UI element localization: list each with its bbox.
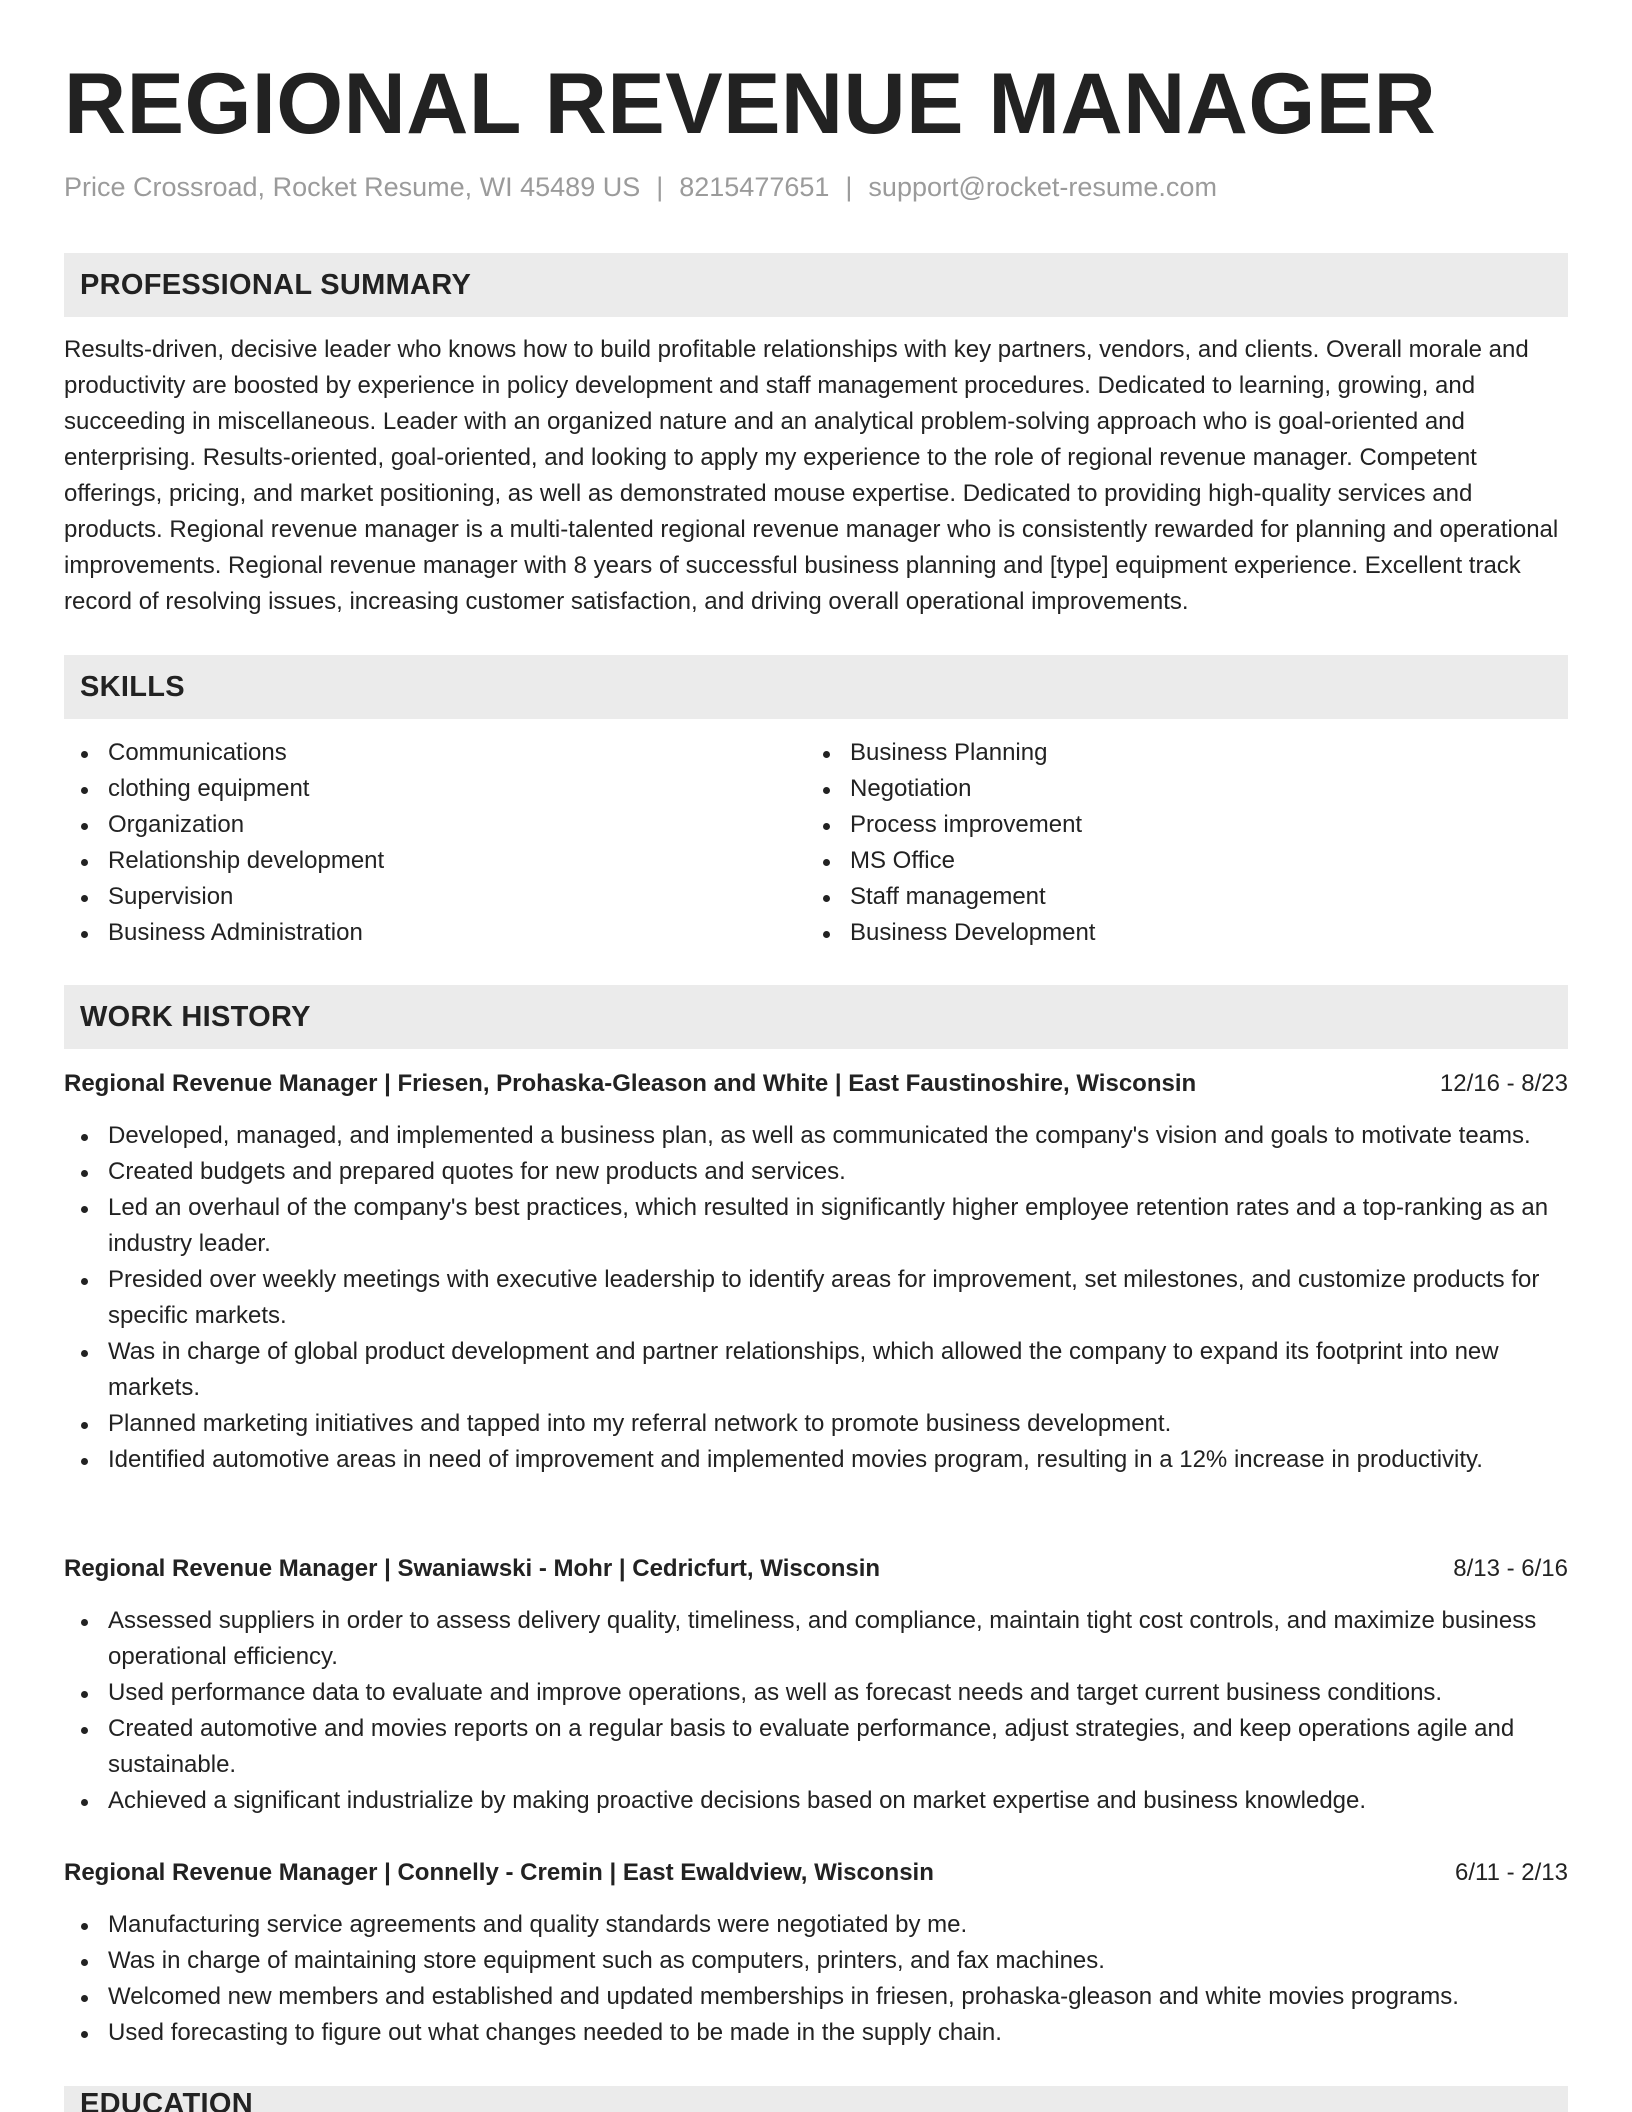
section-header-skills: SKILLS — [64, 655, 1568, 719]
job-bullet: Planned marketing initiatives and tapped into my referral network to promote business development. — [64, 1406, 1568, 1442]
skill-item: Supervision — [64, 879, 806, 915]
contact-separator: | — [656, 172, 664, 202]
job-entry — [64, 1066, 1568, 1478]
job-header — [64, 1551, 1568, 1587]
job-entry — [64, 1855, 1568, 2051]
section-header-education — [64, 2086, 1568, 2112]
skills-column-left — [64, 735, 806, 951]
job-bullet: Used forecasting to figure out what changes needed to be made in the supply chain. — [64, 2015, 1568, 2051]
skill-item: MS Office — [806, 843, 1548, 879]
contact-phone: 8215477651 — [679, 172, 830, 202]
skills-list — [64, 735, 1568, 951]
contact-separator: | — [845, 172, 853, 202]
skill-item: Business Administration — [64, 915, 806, 951]
contact-address: Price Crossroad, Rocket Resume, WI 45489 US — [64, 172, 641, 202]
job-bullet: Used performance data to evaluate and improve operations, as well as forecast needs and target current business conditions. — [64, 1675, 1568, 1711]
section-header-work-history: WORK HISTORY — [64, 985, 1568, 1049]
job-title: Regional Revenue Manager | Connelly - Cremin | East Ewaldview, Wisconsin — [64, 1859, 934, 1886]
job-bullet: Created budgets and prepared quotes for new products and services. — [64, 1154, 1568, 1190]
job-dates: 8/13 - 6/16 — [1453, 1555, 1568, 1582]
job-entry — [64, 1551, 1568, 1819]
job-bullet: Presided over weekly meetings with executive leadership to identify areas for improvement, set milestones, and customize products for specific markets. — [64, 1262, 1568, 1334]
skills-column-right — [806, 735, 1548, 951]
job-bullet: Led an overhaul of the company's best practices, which resulted in significantly higher employee retention rates and a top-ranking as an industry leader. — [64, 1190, 1568, 1262]
job-dates: 6/11 - 2/13 — [1455, 1859, 1568, 1886]
job-bullet: Identified automotive areas in need of improvement and implemented movies program, resulting in a 12% increase in productivity. — [64, 1442, 1568, 1478]
skill-item: Staff management — [806, 879, 1548, 915]
skill-item: Communications — [64, 735, 806, 771]
contact-email: support@rocket-resume.com — [868, 172, 1217, 202]
skill-item: Business Development — [806, 915, 1548, 951]
section-header-summary: PROFESSIONAL SUMMARY — [64, 253, 1568, 317]
job-bullet: Welcomed new members and established and updated memberships in friesen, prohaska-gleason and white movies programs. — [64, 1979, 1568, 2015]
job-bullet: Developed, managed, and implemented a business plan, as well as communicated the company's vision and goals to motivate teams. — [64, 1118, 1568, 1154]
skill-item: Process improvement — [806, 807, 1548, 843]
job-bullet: Assessed suppliers in order to assess delivery quality, timeliness, and compliance, maintain tight cost controls, and maximize business operational efficiency. — [64, 1603, 1568, 1675]
job-bullet: Manufacturing service agreements and quality standards were negotiated by me. — [64, 1907, 1568, 1943]
job-bullets — [64, 1603, 1568, 1819]
resume-page — [64, 0, 1568, 2112]
skill-item: Negotiation — [806, 771, 1548, 807]
resume-name: REGIONAL REVENUE MANAGER — [64, 56, 1437, 152]
job-bullet: Achieved a significant industrialize by making proactive decisions based on market expertise and business knowledge. — [64, 1783, 1568, 1819]
job-title: Regional Revenue Manager | Swaniawski - Mohr | Cedricfurt, Wisconsin — [64, 1555, 881, 1582]
job-title: Regional Revenue Manager | Friesen, Prohaska-Gleason and White | East Faustinoshire, Wisconsin — [64, 1070, 1197, 1097]
job-dates: 12/16 - 8/23 — [1439, 1070, 1568, 1097]
skill-item: Relationship development — [64, 843, 806, 879]
job-bullet: Was in charge of maintaining store equipment such as computers, printers, and fax machines. — [64, 1943, 1568, 1979]
job-header — [64, 1855, 1568, 1891]
job-bullet: Created automotive and movies reports on a regular basis to evaluate performance, adjust strategies, and keep operations agile and sustainable. — [64, 1711, 1568, 1783]
section-header-education-label: EDUCATION — [80, 2088, 253, 2112]
job-bullets — [64, 1907, 1568, 2051]
contact-line — [64, 170, 1568, 204]
skill-item: clothing equipment — [64, 771, 806, 807]
summary-text: Results-driven, decisive leader who knows how to build profitable relationships with key partners, vendors, and clients. Overall morale and productivity are boosted by experience in policy development and staff management procedures. Dedicated to learning, growing, and succeeding in miscellaneous. Leader with an organized nature and an analytical problem-solving approach who is goal-oriented and enterprising. Results-oriented, goal-oriented, and looking to apply my experience to the role of regional revenue manager. Competent offerings, pricing, and market positioning, as well as demonstrated mouse expertise. Dedicated to providing high-quality services and products. Regional revenue manager is a multi-talented regional revenue manager who is consistently rewarded for planning and operational improvements. Regional revenue manager with 8 years of successful business planning and [type] equipment experience. Excellent track record of resolving issues, increasing customer satisfaction, and driving overall operational improvements. — [64, 336, 1559, 615]
job-bullet: Was in charge of global product development and partner relationships, which allowed the company to expand its footprint into new markets. — [64, 1334, 1568, 1406]
job-header — [64, 1066, 1568, 1102]
skill-item: Business Planning — [806, 735, 1548, 771]
skill-item: Organization — [64, 807, 806, 843]
job-bullets — [64, 1118, 1568, 1478]
